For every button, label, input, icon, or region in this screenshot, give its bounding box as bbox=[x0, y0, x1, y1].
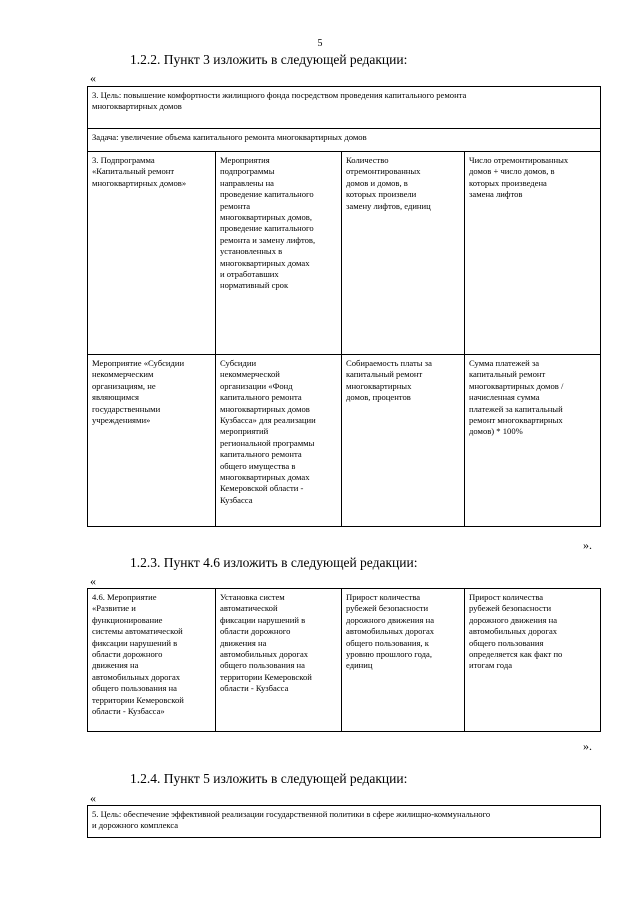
table-cell: Установка систем автоматической фиксации нарушений в области дорожного движения на автомобильных дорогах общего пользования на территории Кемеровской области - Кузбасса bbox=[216, 589, 342, 732]
table-cell: Собираемость платы за капитальный ремонт многоквартирных домов, процентов bbox=[342, 355, 465, 527]
goal-row-5: 5. Цель: обеспечение эффективной реализации государственной политики в сфере жилищно-коммунального и дорожного комплекса bbox=[88, 806, 601, 838]
table-cell: Мероприятия подпрограммы направлены на проведение капитального ремонта многоквартирных домов, проведение капитального ремонта и замену лифтов, установленных в многоквартирных домах и отработавших нормативный срок bbox=[216, 152, 342, 355]
table-cell: 3. Подпрограмма «Капитальный ремонт многоквартирных домов» bbox=[88, 152, 216, 355]
table-cell: Сумма платежей за капитальный ремонт многоквартирных домов / начисленная сумма платежей за капитальный ремонт многоквартирных домов) * 100% bbox=[465, 355, 601, 527]
table-section-3 bbox=[87, 86, 601, 527]
close-quote: ». bbox=[583, 538, 592, 552]
close-quote: ». bbox=[583, 739, 592, 753]
open-quote: « bbox=[90, 574, 96, 588]
table-cell: 4.6. Мероприятие «Развитие и функционирование системы автоматической фиксации нарушений в области дорожного движения на автомобильных дорогах общего пользования на территории Кемеровской области - Кузбасса» bbox=[88, 589, 216, 732]
table-cell: Число отремонтированных домов + число домов, в которых произведена замена лифтов bbox=[465, 152, 601, 355]
open-quote: « bbox=[90, 791, 96, 805]
page-number: 5 bbox=[317, 38, 323, 49]
open-quote: « bbox=[90, 71, 96, 85]
table-cell: Количество отремонтированных домов и домов, в которых произвели замену лифтов, единиц bbox=[342, 152, 465, 355]
table-cell: Прирост количества рубежей безопасности дорожного движения на автомобильных дорогах общего пользования определяется как факт по итогам года bbox=[465, 589, 601, 732]
table-section-4-6 bbox=[87, 588, 601, 732]
goal-row-3: 3. Цель: повышение комфортности жилищного фонда посредством проведения капитального ремонта многоквартирных домов bbox=[88, 87, 601, 129]
table-cell: Субсидии некоммерческой организации «Фонд капитального ремонта многоквартирных домов Кузбасса» для реализации мероприятий региональной программы капитального ремонта общего имущества в многоквартирных домах Кемеровской области - Кузбасса bbox=[216, 355, 342, 527]
section-heading-1-2-4: 1.2.4. Пункт 5 изложить в следующей редакции: bbox=[130, 771, 408, 786]
task-row-3: Задача: увеличение объема капитального ремонта многоквартирных домов bbox=[88, 129, 601, 152]
table-section-5 bbox=[87, 805, 601, 838]
section-heading-1-2-3: 1.2.3. Пункт 4.6 изложить в следующей редакции: bbox=[130, 555, 418, 570]
section-heading-1-2-2: 1.2.2. Пункт 3 изложить в следующей редакции: bbox=[130, 52, 408, 67]
table-cell: Прирост количества рубежей безопасности дорожного движения на автомобильных дорогах общего пользования, к уровню прошлого года, единиц bbox=[342, 589, 465, 732]
table-cell: Мероприятие «Субсидии некоммерческим организациям, не являющимся государственными учреждениями» bbox=[88, 355, 216, 527]
